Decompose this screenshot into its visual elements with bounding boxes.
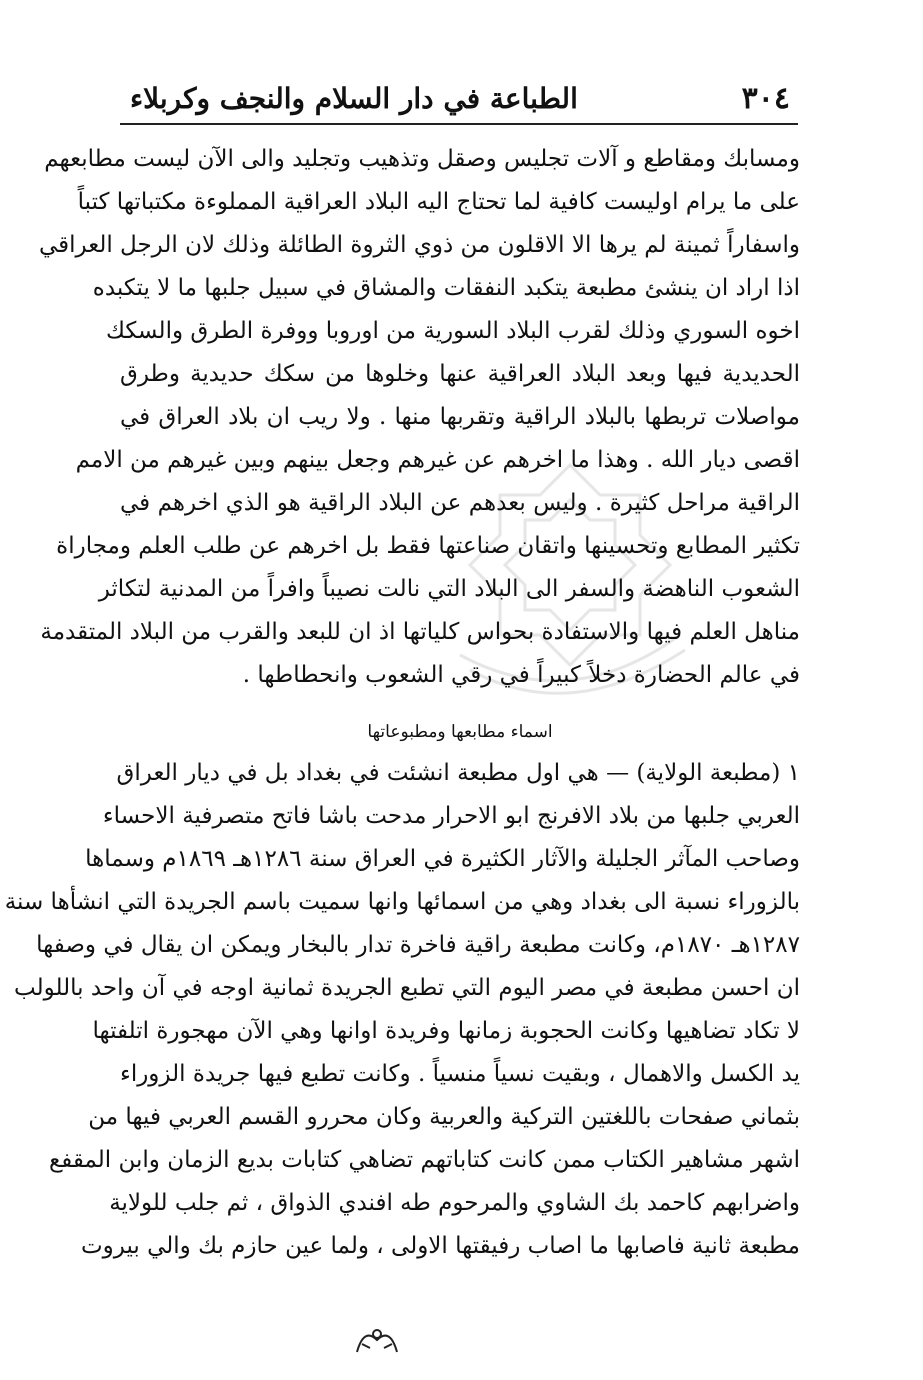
text-line: وصاحب المآثر الجليلة والآثار الكثيرة في العراق سنة ١٢٨٦هـ ١٨٦٩م وسماها [85,846,800,872]
text-line: مواصلات تربطها بالبلاد الراقية وتقربها منها . ولا ريب ان بلاد العراق في [120,404,800,430]
text-line: ومسابك ومقاطع و آلات تجليس وصقل وتذهيب وتجليد والى الآن ليست مطابعهم [44,146,800,172]
paragraph-continuation [39,138,800,697]
text-line: مناهل العلم فيها والاستفادة بحواس كلياتها اذ ان للبعد والقرب من البلاد المتقدمة [40,619,800,645]
text-line: على ما يرام اوليست كافية لما تحتاج اليه البلاد العراقية المملوءة مكتباتها كتباً [77,189,800,215]
text-line: في عالم الحضارة دخلاً كبيراً في رقي الشعوب وانحطاطها . [242,662,800,688]
section-heading: اسماء مطابعها ومطبوعاتها [367,722,553,742]
text-line: مطبعة ثانية فاصابها ما اصاب رفيقتها الاولى ، ولما عين حازم بك والي بيروت [81,1233,800,1259]
footer-ornament-icon [352,1322,402,1358]
text-line: الحديدية فيها وبعد البلاد العراقية عنها وخلوها من سكك حديدية وطرق [120,361,800,387]
text-line: ١٢٨٧هـ ١٨٧٠م، وكانت مطبعة راقية فاخرة تدار بالبخار ويمكن ان يقال في وصفها [36,932,800,958]
text-line: بالزوراء نسبة الى بغداد وهي من اسمائها وانها سميت باسم الجريدة التي انشأها سنة [4,889,800,915]
text-line: لا تكاد تضاهيها وكانت الحجوبة زمانها وفريدة اوانها وهي الآن مهجورة اتلفتها [92,1018,800,1044]
text-line: ١ (مطبعة الولاية) — هي اول مطبعة انشئت في بغداد بل في ديار العراق [116,760,800,786]
text-line: اقصى ديار الله . وهذا ما اخرهم عن غيرهم وجعل بينهم وبين غيرهم من الامم [75,447,800,473]
text-line: واسفاراً ثمينة لم يرها الا الاقلون من ذوي الثروة الطائلة وذلك لان الرجل العراقي [39,232,800,258]
text-line: يد الكسل والاهمال ، وبقيت نسياً منسياً . وكانت تطبع فيها جريدة الزوراء [120,1061,800,1087]
text-line: اشهر مشاهير الكتاب ممن كانت كتاباتهم تضاهي كتابات بديع الزمان وابن المقفع [48,1147,800,1173]
text-line: الراقية مراحل كثيرة . وليس بعدهم عن البلاد الراقية هو الذي اخرهم في [120,490,800,516]
page-number: ٣٠٤ [741,80,790,116]
header-rule [120,123,798,125]
text-line: الشعوب الناهضة والسفر الى البلاد التي نالت نصيباً وافراً من المدنية لتكاثر [98,576,800,602]
text-line: اذا اراد ان ينشئ مطبعة يتكبد النفقات والمشاق في سبيل جلبها ما لا يتكبده [92,275,800,301]
text-line: اخوه السوري وذلك لقرب البلاد السورية من اوروبا ووفرة الطرق والسكك [105,318,800,344]
text-line: بثماني صفحات باللغتين التركية والعربية وكان محررو القسم العربي فيها من [88,1104,800,1130]
page-header [130,78,790,118]
running-title: الطباعة في دار السلام والنجف وكربلاء [130,81,578,115]
text-line: واضرابهم كاحمد بك الشاوي والمرحوم طه افندي الذواق ، ثم جلب للولاية [109,1190,800,1216]
text-line: ان احسن مطبعة في مصر اليوم التي تطبع الجريدة ثمانية اوجه في آن واحد باللولب [14,975,800,1001]
text-line: تكثير المطابع وتحسينها واتقان صناعتها فقط بل اخرهم عن طلب العلم ومجاراة [56,533,800,559]
paragraph-press-list [4,752,800,1268]
text-line: العربي جلبها من بلاد الافرنج ابو الاحرار مدحت باشا فاتح متصرفية الاحساء [102,803,800,829]
